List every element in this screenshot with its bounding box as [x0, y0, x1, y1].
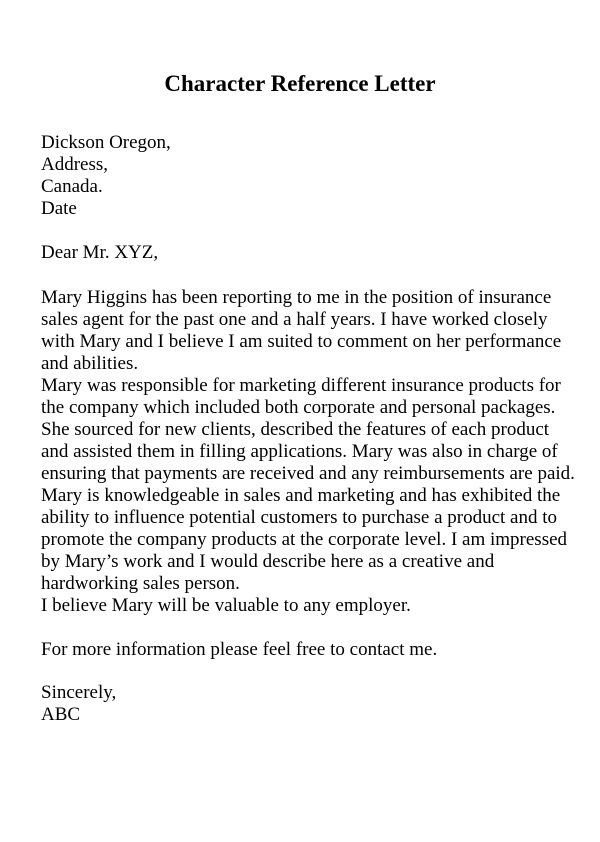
body-line: and abilities.: [41, 353, 139, 374]
sender-country: Canada.: [41, 176, 103, 197]
body-line: with Mary and I believe I am suited to comment on her performance: [41, 331, 562, 352]
body-line: by Mary’s work and I would describe here as a creative and: [41, 551, 495, 572]
closing-note: For more information please feel free to contact me.: [41, 639, 438, 660]
sender-name: Dickson Oregon,: [41, 132, 171, 153]
signoff: [41, 682, 116, 726]
body-line: Mary was responsible for marketing different insurance products for: [41, 375, 561, 396]
body-line: and assisted them in filling applications. Mary was also in charge of: [41, 441, 558, 462]
document-title: Character Reference Letter: [164, 71, 436, 96]
body-line: sales agent for the past one and a half years. I have worked closely: [41, 309, 548, 330]
salutation: Dear Mr. XYZ,: [41, 242, 159, 263]
body-line: She sourced for new clients, described the features of each product: [41, 419, 550, 440]
body-line: ability to influence potential customers to purchase a product and to: [41, 507, 558, 528]
body-line: promote the company products at the corporate level. I am impressed: [41, 529, 568, 550]
body-line: Mary Higgins has been reporting to me in the position of insurance: [41, 287, 552, 308]
signoff-phrase: Sincerely,: [41, 682, 117, 703]
body-line: Mary is knowledgeable in sales and marketing and has exhibited the: [41, 485, 561, 506]
body-line: the company which included both corporate and personal packages.: [41, 397, 556, 418]
letter-date: Date: [41, 198, 77, 219]
sender-address-line: Address,: [41, 154, 109, 175]
signer-name: ABC: [41, 704, 81, 725]
letter-body: [41, 287, 575, 617]
sender-address: [41, 132, 171, 220]
body-line: I believe Mary will be valuable to any employer.: [41, 595, 411, 616]
body-line: ensuring that payments are received and any reimbursements are paid.: [41, 463, 575, 484]
body-line: hardworking sales person.: [41, 573, 240, 594]
